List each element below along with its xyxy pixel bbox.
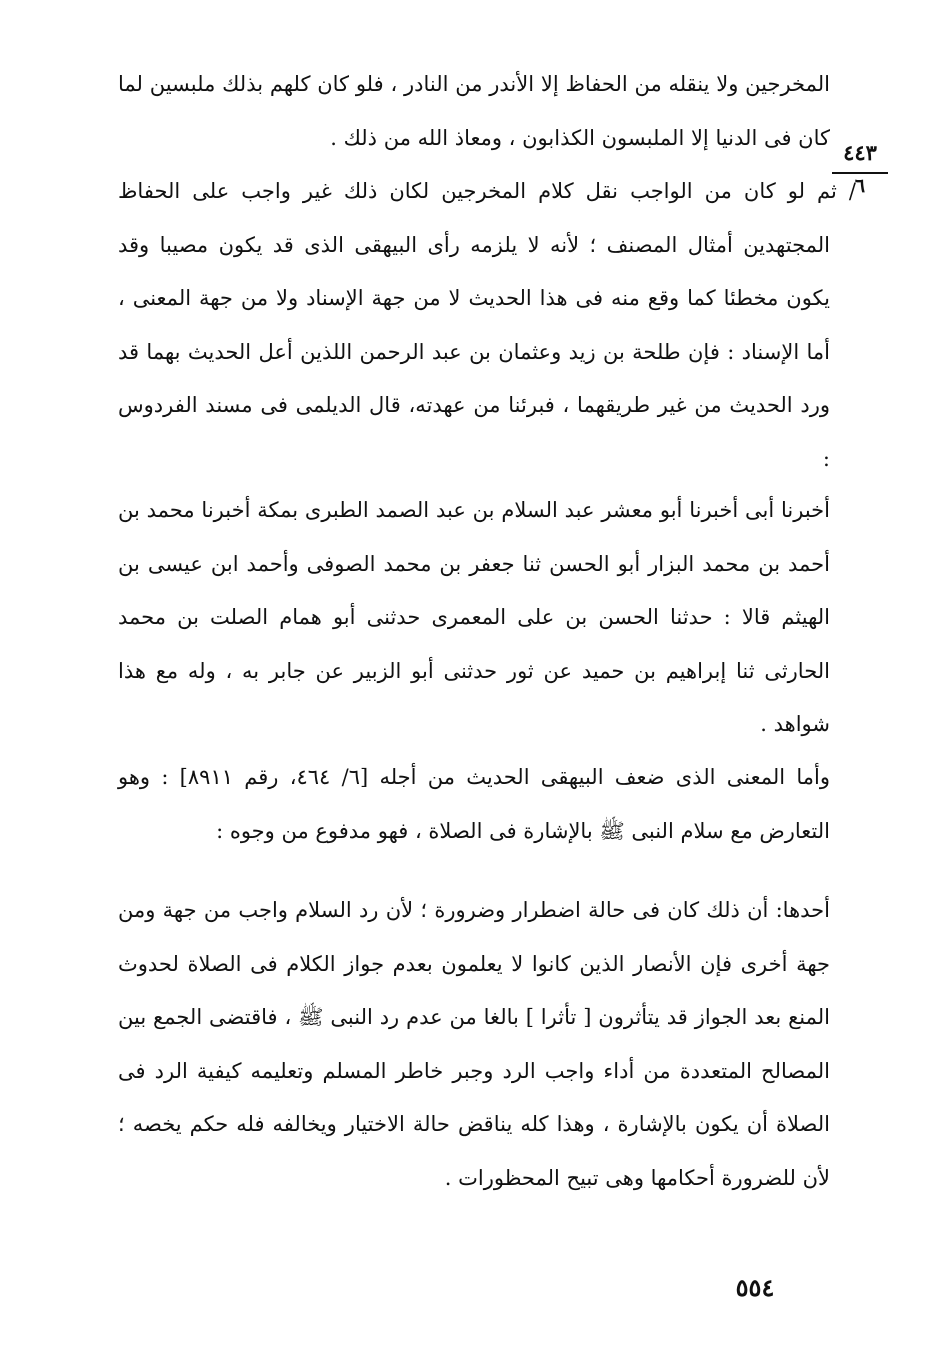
paragraph-4: وأما المعنى الذى ضعف البيهقى الحديث من أجله [٦/ ٤٦٤، رقم ٨٩١١] : وهو التعارض مع سلام النبى ﷺ بالإشارة فى الصلاة ، فهو مدفوع من وجوه : bbox=[118, 765, 830, 843]
paragraph-3: أخبرنا أبى أخبرنا أبو معشر عبد السلام بن عبد الصمد الطبرى بمكة أخبرنا محمد بن أحمد بن محمد البزار أبو الحسن ثنا جعفر بن محمد الصوفى وأحمد ابن عيسى بن الهيثم قالا : حدثنا الحسن بن على المعمرى حدثنى أبو همام الصلت بن محمد الحارثى ثنا إبراهيم بن حميد عن ثور حدثنى أبو الزبير عن جابر به ، وله مع هذا شواهد . bbox=[118, 498, 830, 736]
paragraph-1: المخرجين ولا ينقله من الحفاظ إلا الأندر من النادر ، فلو كان كلهم بذلك ملبسين لما كان فى الدنيا إلا الملبسون الكذابون ، ومعاذ الله من ذلك . bbox=[118, 72, 830, 150]
margin-volume-page: ٤٤٣ bbox=[843, 140, 877, 165]
page-number: ٥٥٤ bbox=[735, 1273, 775, 1302]
margin-divider bbox=[832, 172, 888, 174]
margin-part: ٦ bbox=[854, 175, 866, 197]
paragraph-2: / ثم لو كان من الواجب نقل كلام المخرجين لكان ذلك غير واجب على الحفاظ المجتهدين أمثال المصنف ؛ لأنه لا يلزمه رأى البيهقى الذى قد يكون مصيبا وقد يكون مخطئا كما وقع منه فى هذا الحديث لا من جهة الإسناد ولا من جهة المعنى ، أما الإسناد : فإن طلحة بن زيد وعثمان بن عبد الرحمن اللذين أعل الحديث بهما قد ورد الحديث من غير طريقهما ، فبرئنا من عهدته، قال الديلمى فى مسند الفردوس : bbox=[118, 179, 856, 471]
paragraph-5: أحدها: أن ذلك كان فى حالة اضطرار وضرورة ؛ لأن رد السلام واجب من جهة ومن جهة أخرى فإن الأنصار الذين كانوا لا يعلمون بعدم جواز الكلام فى الصلاة لحدوث المنع بعد الجواز قد يتأثرون [ تأثرا ] بالغا من عدم رد النبى ﷺ ، فاقتضى الجمع بين المصالح المتعددة من أداء واجب الرد وجبر خاطر المسلم وتعليمه كيفية الرد فى الصلاة أن يكون بالإشارة ، وهذا كله يناقض حالة الاختيار ويخالفه فله حكم يخصه ؛ لأن للضرورة أحكامها وهى تبيح المحظورات . bbox=[118, 898, 830, 1190]
